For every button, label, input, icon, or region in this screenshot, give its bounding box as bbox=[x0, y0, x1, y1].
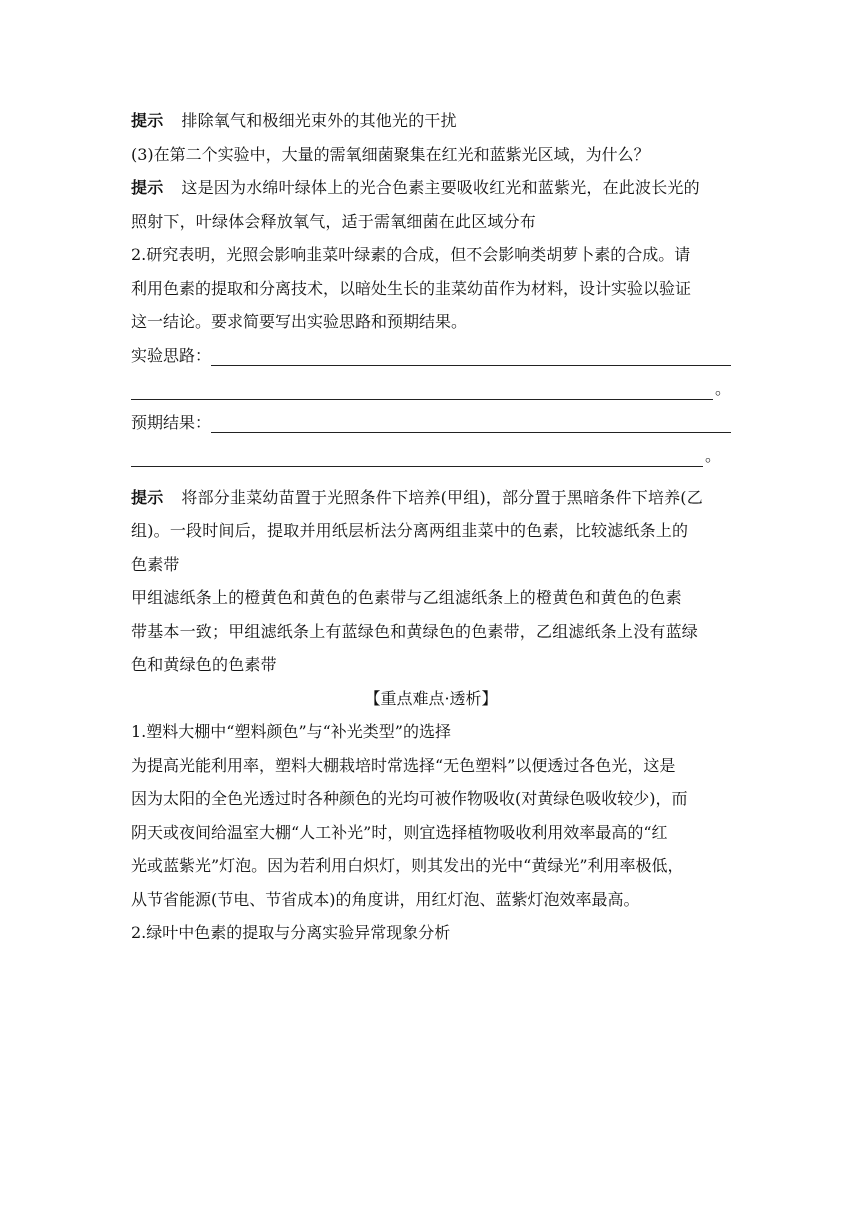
tip-label: 提示 bbox=[131, 487, 164, 507]
document-body bbox=[131, 104, 731, 950]
tip-3-line-1 bbox=[131, 481, 731, 515]
expected-result-row bbox=[131, 406, 731, 440]
expected-result-answer-line-2[interactable] bbox=[131, 444, 703, 467]
period-mark: 。 bbox=[714, 379, 731, 398]
point-1-line-3: 阴天或夜间给温室大棚“人工补光”时，则宜选择植物吸收利用效率最高的“红 bbox=[131, 822, 668, 842]
tip-label: 提示 bbox=[131, 111, 164, 130]
section-title: 【重点难点·透析】 bbox=[364, 688, 498, 708]
tip-3-line-6: 色和黄绿色的色素带 bbox=[131, 655, 277, 674]
expected-result-label: 预期结果： bbox=[131, 412, 212, 432]
experiment-idea-answer-line-2[interactable] bbox=[131, 377, 713, 400]
tip-2-line-2: 照射下，叶绿体会释放氧气，适于需氧细菌在此区域分布 bbox=[131, 211, 537, 231]
question-2-line-2: 利用色素的提取和分离技术，以暗处生长的韭菜幼苗作为材料，设计实验以验证 bbox=[131, 278, 692, 298]
tip-label: 提示 bbox=[131, 178, 164, 197]
expected-result-row-2 bbox=[131, 439, 721, 473]
tip-2-text-a: 这是因为水绵叶绿体上的光合色素主要吸收红光和蓝紫光，在此波长光的 bbox=[181, 178, 700, 197]
question-2-line-1: 2.研究表明，光照会影响韭菜叶绿素的合成，但不会影响类胡萝卜素的合成。请 bbox=[131, 245, 691, 264]
experiment-idea-answer-line[interactable] bbox=[211, 343, 731, 366]
question-2-line-3: 这一结论。要求简要写出实验思路和预期结果。 bbox=[131, 312, 468, 331]
point-1-line-5: 从节省能源(节电、节省成本)的角度讲，用红灯泡、蓝紫灯泡效率最高。 bbox=[131, 889, 640, 909]
tip-3-line-5: 带基本一致；甲组滤纸条上有蓝绿色和黄绿色的色素带，乙组滤纸条上没有蓝绿 bbox=[131, 621, 699, 641]
tip-3-line-4: 甲组滤纸条上的橙黄色和黄色的色素带与乙组滤纸条上的橙黄色和黄色的色素 bbox=[131, 588, 682, 607]
experiment-idea-row bbox=[131, 339, 731, 373]
tip-3-line-3: 色素带 bbox=[131, 554, 180, 574]
period-mark: 。 bbox=[704, 446, 721, 465]
point-1-line-1: 为提高光能利用率，塑料大棚栽培时常选择“无色塑料”以便透过各色光，这是 bbox=[131, 755, 676, 775]
expected-result-answer-line[interactable] bbox=[211, 410, 731, 433]
tip-3-text-1: 将部分韭菜幼苗置于光照条件下培养(甲组)，部分置于黑暗条件下培养(乙 bbox=[181, 487, 703, 507]
point-1-line-2: 因为太阳的全色光透过时各种颜色的光均可被作物吸收(对黄绿色吸收较少)，而 bbox=[131, 789, 688, 808]
experiment-idea-row-2 bbox=[131, 372, 731, 406]
tip-2-line-1 bbox=[131, 171, 731, 205]
point-1-line-4: 光或蓝紫光”灯泡。因为若利用白炽灯，则其发出的光中“黄绿光”利用率极低， bbox=[131, 856, 684, 875]
point-2-title: 2.绿叶中色素的提取与分离实验异常现象分析 bbox=[131, 923, 451, 942]
point-1-title: 1.塑料大棚中“塑料颜色”与“补光类型”的选择 bbox=[131, 722, 451, 741]
experiment-idea-label: 实验思路： bbox=[131, 345, 212, 365]
tip-1 bbox=[131, 104, 731, 138]
tip-3-line-2: 组)。一段时间后，提取并用纸层析法分离两组韭菜中的色素，比较滤纸条上的 bbox=[131, 521, 689, 540]
question-3: (3)在第二个实验中，大量的需氧细菌聚集在红光和蓝紫光区域，为什么？ bbox=[131, 144, 650, 164]
tip-1-text: 排除氧气和极细光束外的其他光的干扰 bbox=[181, 111, 457, 130]
